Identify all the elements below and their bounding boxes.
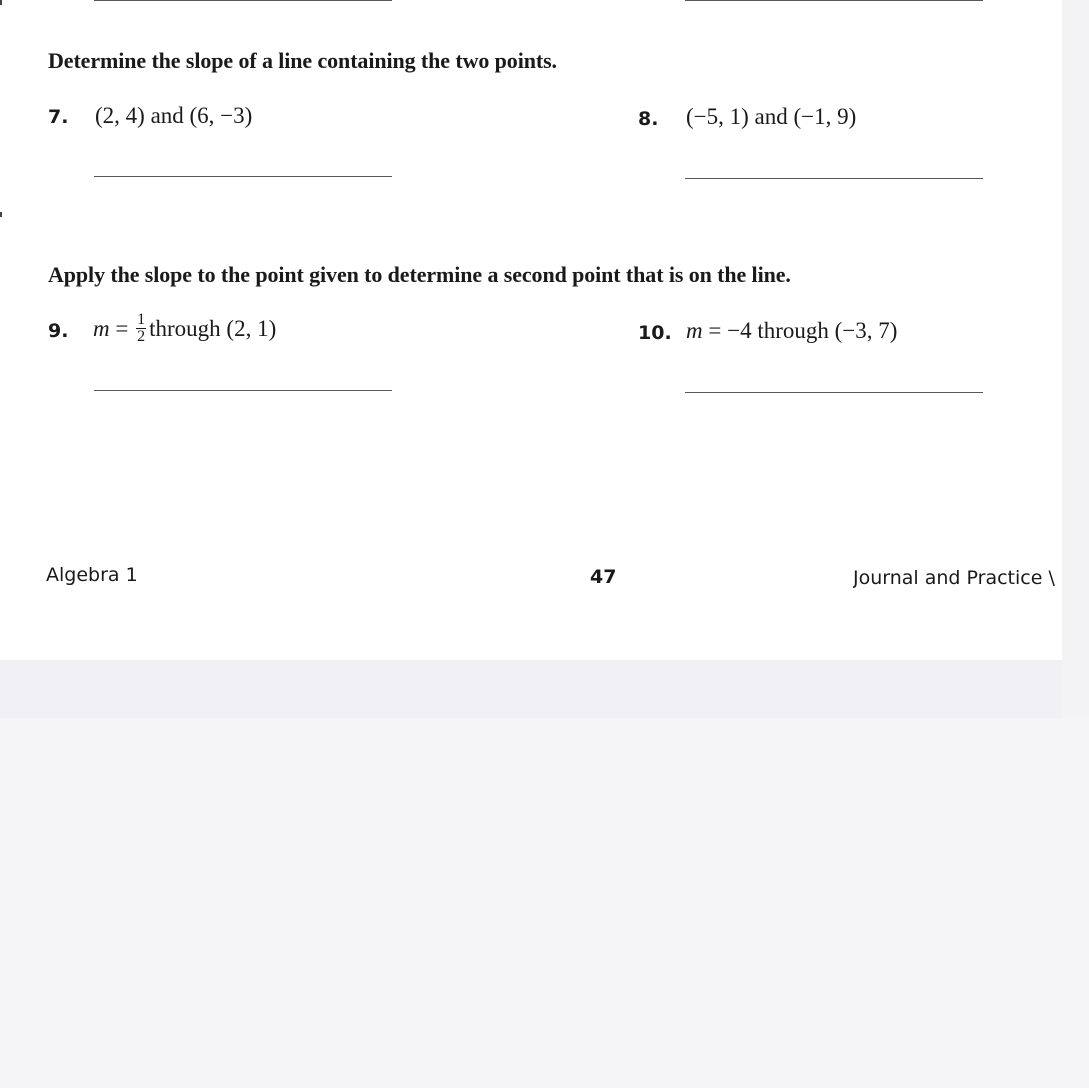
slope-fraction bbox=[136, 313, 146, 344]
slope-variable: m bbox=[686, 318, 703, 343]
problem-number-9: 9. bbox=[48, 320, 69, 342]
answer-line-9 bbox=[94, 390, 392, 391]
answer-line-8 bbox=[685, 178, 983, 179]
footer-journal-title: Journal and Practice \ bbox=[853, 567, 1055, 589]
fraction-numerator: 1 bbox=[137, 311, 146, 328]
problem-number-7: 7. bbox=[48, 106, 69, 128]
problem-7-expression: (2, 4) and (6, −3) bbox=[95, 103, 253, 128]
answer-line-10 bbox=[685, 392, 983, 393]
instruction-slope-two-points: Determine the slope of a line containing the two points. bbox=[48, 48, 557, 73]
footer-book-title: Algebra 1 bbox=[46, 564, 138, 586]
fraction-denominator: 2 bbox=[137, 328, 146, 345]
problem-9-rest: through (2, 1) bbox=[149, 315, 277, 341]
problem-number-10: 10. bbox=[638, 322, 672, 344]
problem-number-8: 8. bbox=[638, 108, 659, 130]
equals-sign: = bbox=[109, 315, 135, 341]
binding-mark bbox=[0, 0, 2, 5]
page-shadow-area bbox=[0, 660, 1062, 718]
problem-10-rest: = −4 through (−3, 7) bbox=[702, 318, 898, 343]
answer-line-7 bbox=[94, 176, 392, 177]
page-edge bbox=[1062, 0, 1089, 718]
instruction-apply-slope: Apply the slope to the point given to determine a second point that is on the line. bbox=[48, 262, 791, 287]
footer-page-number: 47 bbox=[590, 566, 617, 588]
answer-line-previous-left bbox=[94, 0, 392, 1]
problem-8-expression: (−5, 1) and (−1, 9) bbox=[686, 104, 857, 129]
slope-variable: m bbox=[93, 315, 110, 341]
problem-9-expression bbox=[93, 311, 277, 346]
problem-10-expression bbox=[686, 318, 897, 344]
binding-mark bbox=[0, 212, 2, 217]
answer-line-previous-right bbox=[685, 0, 983, 1]
